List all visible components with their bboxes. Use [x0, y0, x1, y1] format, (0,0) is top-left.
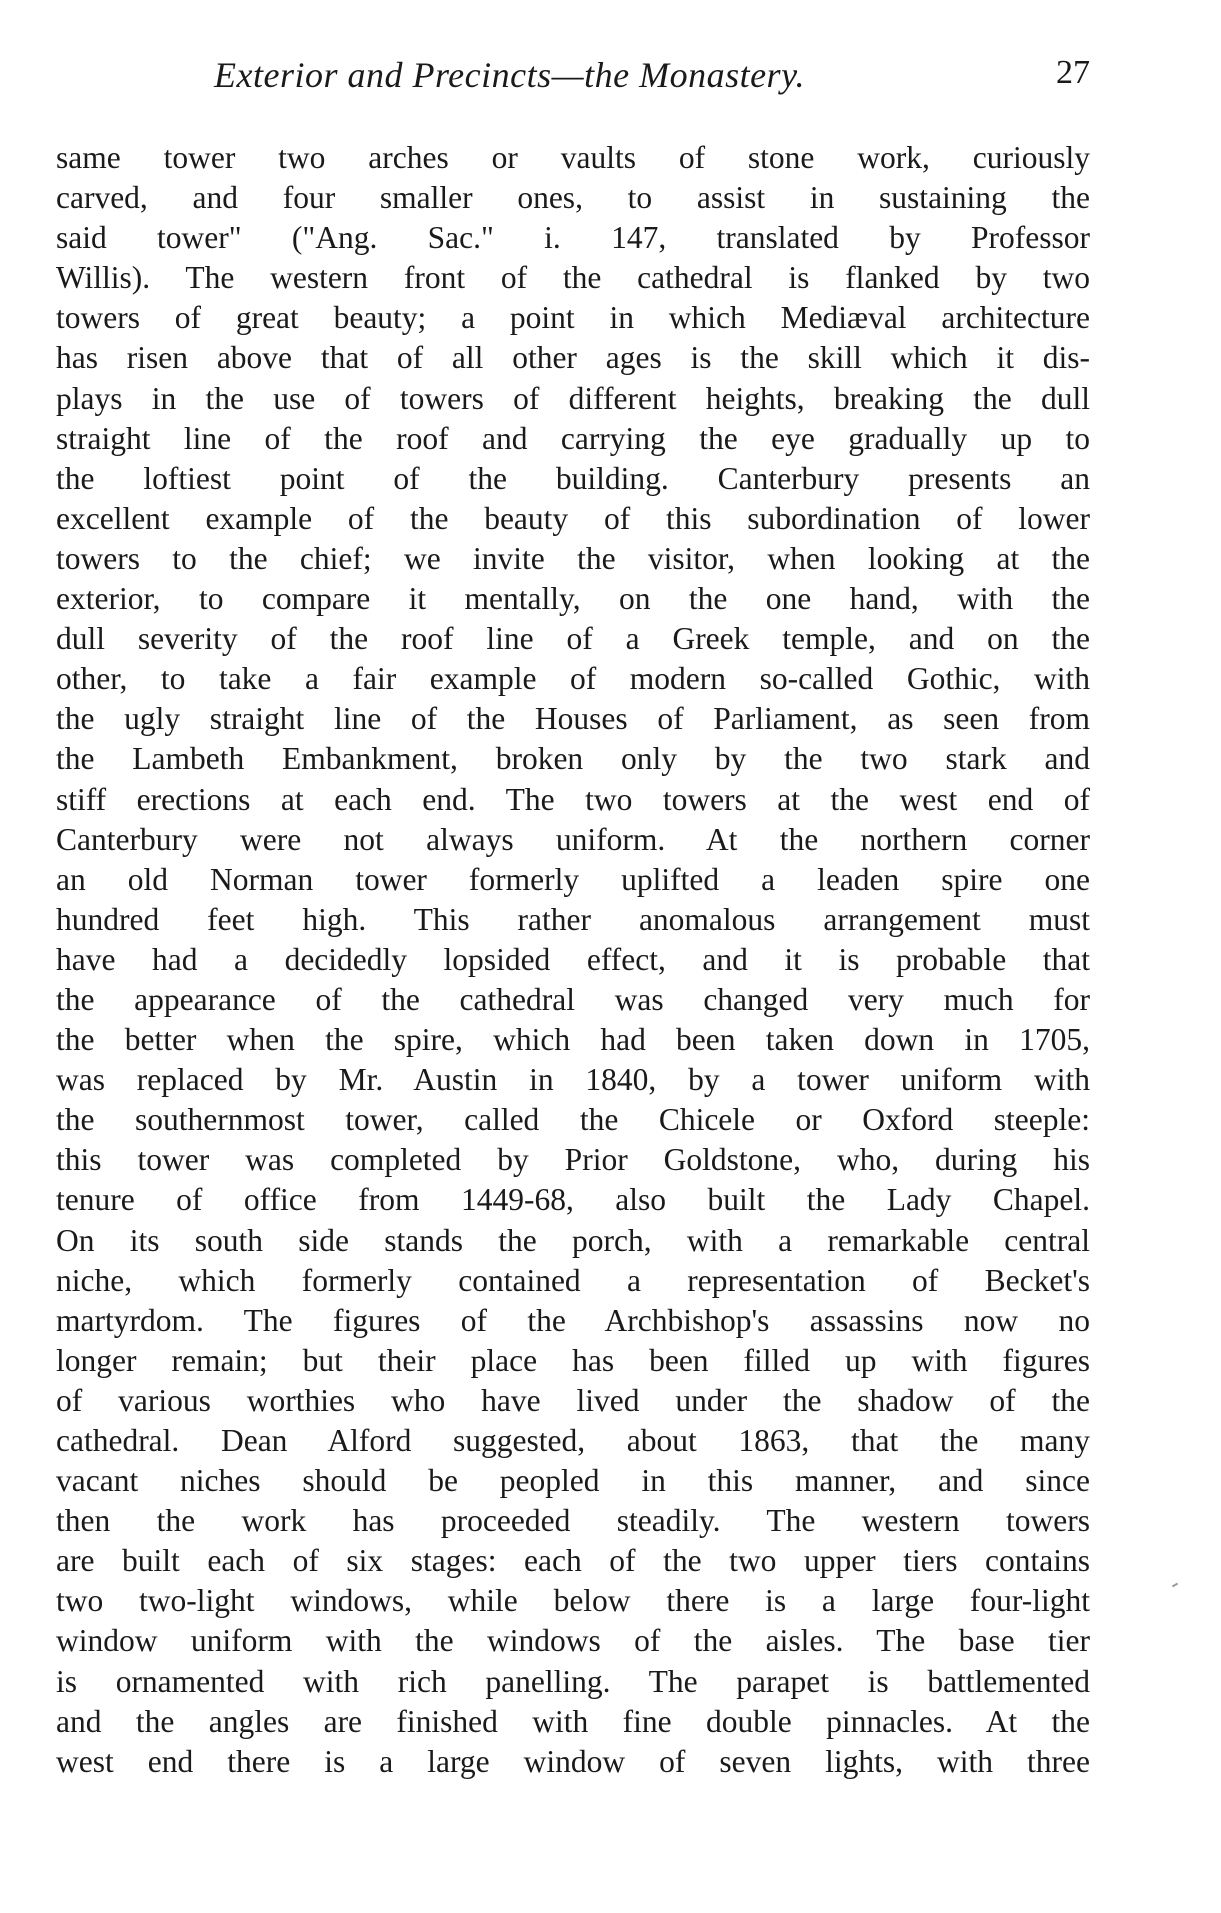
text-line: towers of great beauty; a point in which Mediæval architecture	[56, 300, 1090, 336]
text-line: longer remain; but their place has been filled up with figures	[56, 1342, 1090, 1378]
text-line: excellent example of the beauty of this subordination of lower	[56, 500, 1090, 536]
text-line: have had a decidedly lopsided effect, and it is probable that	[56, 941, 1090, 977]
text-line: the southernmost tower, called the Chicele or Oxford steeple:	[56, 1102, 1090, 1138]
text-line: the Lambeth Embankment, broken only by the two stark and	[56, 741, 1090, 777]
text-line: was replaced by Mr. Austin in 1840, by a tower uniform with	[56, 1062, 1090, 1098]
margin-speck	[1172, 1583, 1178, 1588]
text-line: tenure of office from 1449-68, also built the Lady Chapel.	[56, 1182, 1090, 1218]
text-line: are built each of six stages: each of the two upper tiers contains	[56, 1543, 1090, 1579]
text-line: Canterbury were not always uniform. At the northern corner	[56, 821, 1090, 857]
text-line: the ugly straight line of the Houses of Parliament, as seen from	[56, 701, 1090, 737]
text-line: this tower was completed by Prior Goldstone, who, during his	[56, 1142, 1090, 1178]
text-line: stiff erections at each end. The two towers at the west end of	[56, 781, 1090, 817]
text-line: Willis). The western front of the cathedral is flanked by two	[56, 260, 1090, 296]
text-line: the appearance of the cathedral was changed very much for	[56, 981, 1090, 1017]
text-line: then the work has proceeded steadily. The western towers	[56, 1503, 1090, 1539]
text-line: plays in the use of towers of different heights, breaking the dull	[56, 380, 1090, 416]
text-line: two two-light windows, while below there is a large four-light	[56, 1583, 1090, 1619]
body-text	[56, 138, 1090, 1782]
text-line: and the angles are finished with fine double pinnacles. At the	[56, 1703, 1090, 1739]
text-line: hundred feet high. This rather anomalous arrangement must	[56, 901, 1090, 937]
text-line: dull severity of the roof line of a Greek temple, and on the	[56, 621, 1090, 657]
text-line: towers to the chief; we invite the visitor, when looking at the	[56, 540, 1090, 576]
text-line: vacant niches should be peopled in this manner, and since	[56, 1463, 1090, 1499]
page-number: 27	[1056, 54, 1090, 91]
running-title: Exterior and Precincts—the Monastery.	[214, 55, 806, 95]
text-line: On its south side stands the porch, with a remarkable central	[56, 1222, 1090, 1258]
text-line: cathedral. Dean Alford suggested, about 1863, that the many	[56, 1423, 1090, 1458]
page-header	[56, 54, 1090, 102]
text-line: carved, and four smaller ones, to assist in sustaining the	[56, 180, 1090, 216]
text-line: is ornamented with rich panelling. The parapet is battlemented	[56, 1663, 1090, 1699]
text-line: straight line of the roof and carrying the eye gradually up to	[56, 420, 1090, 456]
text-line: the loftiest point of the building. Canterbury presents an	[56, 460, 1090, 496]
text-line: niche, which formerly contained a representation of Becket's	[56, 1262, 1090, 1298]
text-line: the better when the spire, which had been taken down in 1705,	[56, 1022, 1090, 1058]
text-line: of various worthies who have lived under the shadow of the	[56, 1382, 1090, 1418]
text-line: has risen above that of all other ages is the skill which it dis-	[56, 340, 1090, 376]
text-line: said tower" ("Ang. Sac." i. 147, translated by Professor	[56, 220, 1090, 256]
text-line: martyrdom. The figures of the Archbishop's assassins now no	[56, 1302, 1090, 1338]
text-line: same tower two arches or vaults of stone work, curiously	[56, 140, 1090, 175]
text-line: exterior, to compare it mentally, on the one hand, with the	[56, 581, 1090, 617]
text-line: an old Norman tower formerly uplifted a leaden spire one	[56, 861, 1090, 897]
text-line: other, to take a fair example of modern so-called Gothic, with	[56, 661, 1090, 697]
text-line: west end there is a large window of seven lights, with three	[56, 1743, 1090, 1779]
text-line: window uniform with the windows of the aisles. The base tier	[56, 1623, 1090, 1659]
